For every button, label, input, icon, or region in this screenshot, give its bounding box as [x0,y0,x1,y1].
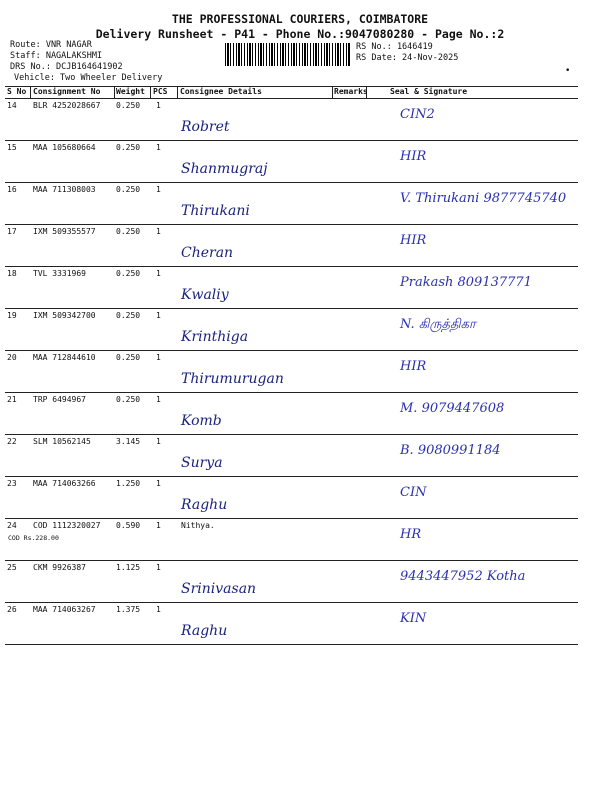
pcs-cell: 1 [156,143,161,152]
rs-date: RS Date: 24-Nov-2025 [356,53,459,63]
col-divider [332,86,333,98]
col-header-pcs: PCS [153,87,168,96]
table-row [5,435,578,477]
signature-scrawl: HIR [400,233,427,248]
weight-cell: 0.250 [116,353,141,362]
sno-cell: 24 [7,521,17,530]
table-row [5,351,578,393]
consignment-cell: IXM 509355577 [33,227,96,236]
sno-cell: 15 [7,143,17,152]
col-divider [30,86,31,98]
pcs-cell: 1 [156,605,161,614]
consignee-name: Srinivasan [181,581,257,597]
table-row [5,183,578,225]
consignee-name: Raghu [181,497,228,513]
consignee-name: Surya [181,455,223,471]
table-row [5,477,578,519]
consignment-cell: MAA 712844610 [33,353,96,362]
sno-cell: 21 [7,395,17,404]
pcs-cell: 1 [156,185,161,194]
table-row [5,225,578,267]
col-header-consignment: Consignment No [33,87,101,96]
rs-number: RS No.: 1646419 [356,42,433,52]
consignee-name: Nithya. [181,521,215,530]
company-title: THE PROFESSIONAL COURIERS, COIMBATORE [171,12,429,26]
consignee-name: Cheran [181,245,234,261]
sno-cell: 19 [7,311,17,320]
signature-scrawl: V. Thirukani 9877745740 [400,191,567,206]
col-header-remarks: Remarks [334,87,368,96]
weight-cell: 3.145 [116,437,141,446]
signature-scrawl: CIN2 [400,107,435,122]
consignee-name: Shanmugraj [181,161,268,177]
weight-cell: 0.250 [116,227,141,236]
cod-note: COD Rs.228.00 [8,534,59,542]
weight-cell: 0.250 [116,101,141,110]
route-label: Route: VNR NAGAR [10,40,92,50]
runsheet-subtitle: Delivery Runsheet - P41 - Phone No.:9047080280 - Page No.:2 [95,27,505,41]
table-row [5,519,578,561]
pcs-cell: 1 [156,269,161,278]
table-row [5,561,578,603]
pcs-cell: 1 [156,227,161,236]
weight-cell: 0.250 [116,269,141,278]
sno-cell: 20 [7,353,17,362]
pcs-cell: 1 [156,395,161,404]
weight-cell: 0.590 [116,521,141,530]
signature-scrawl: KIN [400,611,427,626]
consignee-name: Thirukani [181,203,250,219]
weight-cell: 0.250 [116,311,141,320]
pcs-cell: 1 [156,437,161,446]
corner-mark: • [565,66,571,76]
pcs-cell: 1 [156,353,161,362]
vehicle-label: Vehicle: Two Wheeler Delivery [14,73,163,83]
consignment-cell: TRP 6494967 [33,395,86,404]
consignment-cell: MAA 105680664 [33,143,96,152]
table-row [5,141,578,183]
consignee-name: Kwaliy [181,287,229,303]
sno-cell: 17 [7,227,17,236]
col-divider [114,86,115,98]
col-header-sno: S No [7,87,27,96]
consignment-cell: CKM 9926387 [33,563,86,572]
table-row [5,393,578,435]
pcs-cell: 1 [156,311,161,320]
signature-scrawl: N. கிருத்திகா [400,317,476,332]
signature-scrawl: HIR [400,359,427,374]
consignee-name: Raghu [181,623,228,639]
consignment-cell: COD 1112320027 [33,521,101,530]
col-divider [150,86,151,98]
consignee-name: Krinthiga [181,329,249,345]
col-header-signature: Seal & Signature [390,87,468,96]
sno-cell: 14 [7,101,17,110]
staff-label: Staff: NAGALAKSHMI [10,51,103,61]
signature-scrawl: HR [400,527,422,542]
consignment-cell: MAA 714063267 [33,605,96,614]
table-row [5,603,578,645]
weight-cell: 0.250 [116,185,141,194]
consignment-cell: BLR 4252028667 [33,101,101,110]
signature-scrawl: M. 9079447608 [400,401,505,416]
consignment-cell: TVL 3331969 [33,269,86,278]
weight-cell: 1.375 [116,605,141,614]
consignee-name: Komb [181,413,222,429]
signature-scrawl: B. 9080991184 [400,443,501,458]
consignee-name: Thirumurugan [181,371,284,387]
row-rule [5,644,578,645]
col-divider [177,86,178,98]
sno-cell: 23 [7,479,17,488]
signature-scrawl: 9443447952 Kotha [400,569,526,584]
sno-cell: 16 [7,185,17,194]
signature-scrawl: HIR [400,149,427,164]
table-row [5,267,578,309]
sno-cell: 22 [7,437,17,446]
drs-label: DRS No.: DCJB164641902 [10,62,123,72]
pcs-cell: 1 [156,101,161,110]
signature-scrawl: CIN [400,485,427,500]
consignment-cell: IXM 509342700 [33,311,96,320]
sno-cell: 18 [7,269,17,278]
col-header-weight: Weight [116,87,145,96]
weight-cell: 0.250 [116,143,141,152]
pcs-cell: 1 [156,521,161,530]
weight-cell: 0.250 [116,395,141,404]
consignment-cell: MAA 714063266 [33,479,96,488]
sno-cell: 25 [7,563,17,572]
pcs-cell: 1 [156,563,161,572]
barcode [225,43,351,66]
signature-scrawl: Prakash 809137771 [400,275,532,290]
pcs-cell: 1 [156,479,161,488]
table-row [5,99,578,141]
weight-cell: 1.125 [116,563,141,572]
sno-cell: 26 [7,605,17,614]
weight-cell: 1.250 [116,479,141,488]
consignment-cell: MAA 711308003 [33,185,96,194]
consignee-name: Robret [181,119,230,135]
table-row [5,309,578,351]
consignment-cell: SLM 10562145 [33,437,91,446]
col-header-consignee: Consignee Details [180,87,262,96]
